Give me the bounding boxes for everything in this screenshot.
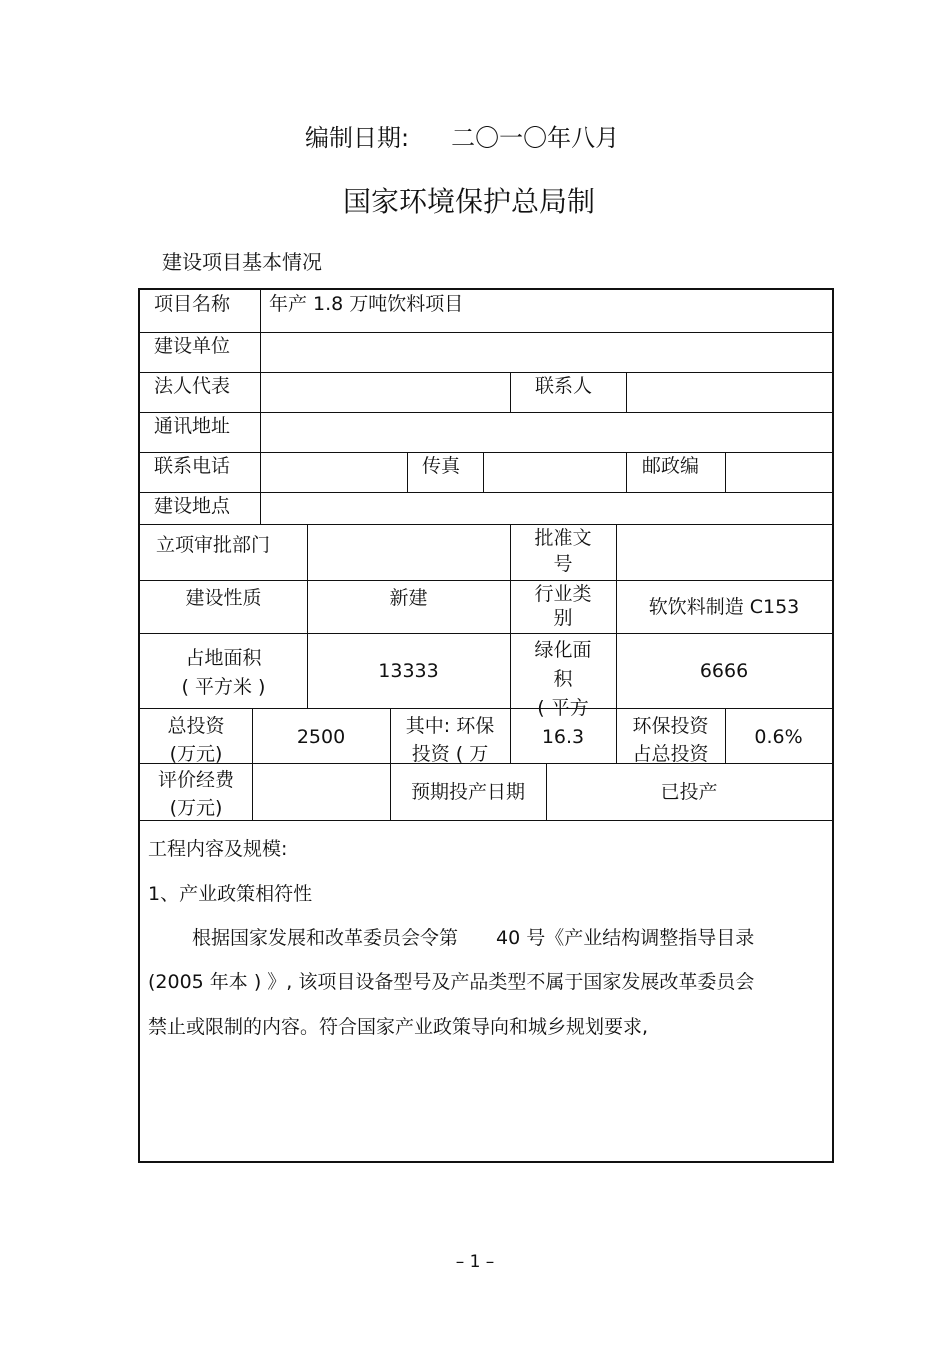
row-divider [140, 492, 832, 493]
approval-dept-label: 立项审批部门 [156, 534, 271, 556]
total-invest-value: 2500 [296, 726, 346, 748]
date-value: 二〇一〇年八月 [451, 124, 620, 152]
fax-label: 传真 [422, 455, 461, 477]
industry-value: 软饮料制造 C153 [648, 596, 800, 618]
page-number: – 1 – [455, 1252, 495, 1272]
site-label: 建设地点 [154, 495, 231, 517]
row-divider [140, 633, 832, 634]
col-divider [483, 452, 484, 492]
green-area-label: 绿化面 积 ( 平方 [534, 639, 592, 719]
section-title: 建设项目基本情况 [162, 250, 322, 274]
content-line-2: (2005 年本 ) 》, 该项目设备型号及产品类型不属于国家发展改革委员会 [148, 971, 755, 993]
content-line-3: 禁止或限制的内容。符合国家产业政策导向和城乡规划要求, [148, 1016, 649, 1038]
project-name-label: 项目名称 [154, 293, 231, 315]
env-invest-value: 16.3 [541, 726, 585, 748]
row-divider [140, 412, 832, 413]
postcode-label: 邮政编 [642, 455, 700, 477]
env-ratio-value: 0.6% [754, 726, 803, 748]
col-divider [407, 452, 408, 492]
date-label: 编制日期: [305, 124, 410, 152]
col-divider [626, 452, 627, 492]
area-value: 13333 [378, 660, 439, 682]
row-divider [140, 452, 832, 453]
col-divider [260, 290, 261, 524]
project-name-value: 年产 1.8 万吨饮料项目 [269, 293, 464, 315]
nature-value: 新建 [389, 587, 428, 609]
eval-fee-label: 评价经费 (万元) [157, 769, 234, 819]
expected-date-label: 预期投产日期 [410, 781, 525, 803]
content-subheading: 1、产业政策相符性 [148, 883, 313, 905]
env-ratio-label: 环保投资 占总投资 [632, 715, 709, 765]
project-info-table [138, 288, 834, 1163]
col-divider [510, 372, 511, 412]
row-divider [140, 580, 832, 581]
col-divider [626, 372, 627, 412]
green-area-value: 6666 [699, 660, 749, 682]
expected-date-value: 已投产 [660, 781, 718, 803]
row-divider [140, 332, 832, 333]
compile-date [305, 118, 619, 153]
approval-doc-label: 批准文 号 [534, 527, 592, 575]
area-label: 占地面积 ( 平方米 ) [181, 647, 266, 698]
agency-title: 国家环境保护总局制 [343, 185, 596, 218]
address-label: 通讯地址 [154, 415, 231, 437]
nature-label: 建设性质 [185, 587, 262, 609]
legal-rep-label: 法人代表 [154, 375, 231, 397]
content-heading: 工程内容及规模: [148, 838, 288, 860]
industry-label: 行业类 别 [534, 583, 592, 629]
env-invest-label: 其中: 环保 投资 ( 万 [405, 715, 495, 765]
row-divider [140, 372, 832, 373]
row-divider [140, 524, 832, 525]
total-invest-label: 总投资 (万元) [167, 715, 225, 765]
phone-label: 联系电话 [154, 455, 231, 477]
content-line-1: 根据国家发展和改革委员会令第 40 号《产业结构调整指导目录 [192, 927, 755, 949]
row-divider [140, 708, 832, 709]
col-divider [725, 452, 726, 492]
contact-person-label: 联系人 [535, 375, 593, 397]
builder-label: 建设单位 [154, 335, 231, 357]
